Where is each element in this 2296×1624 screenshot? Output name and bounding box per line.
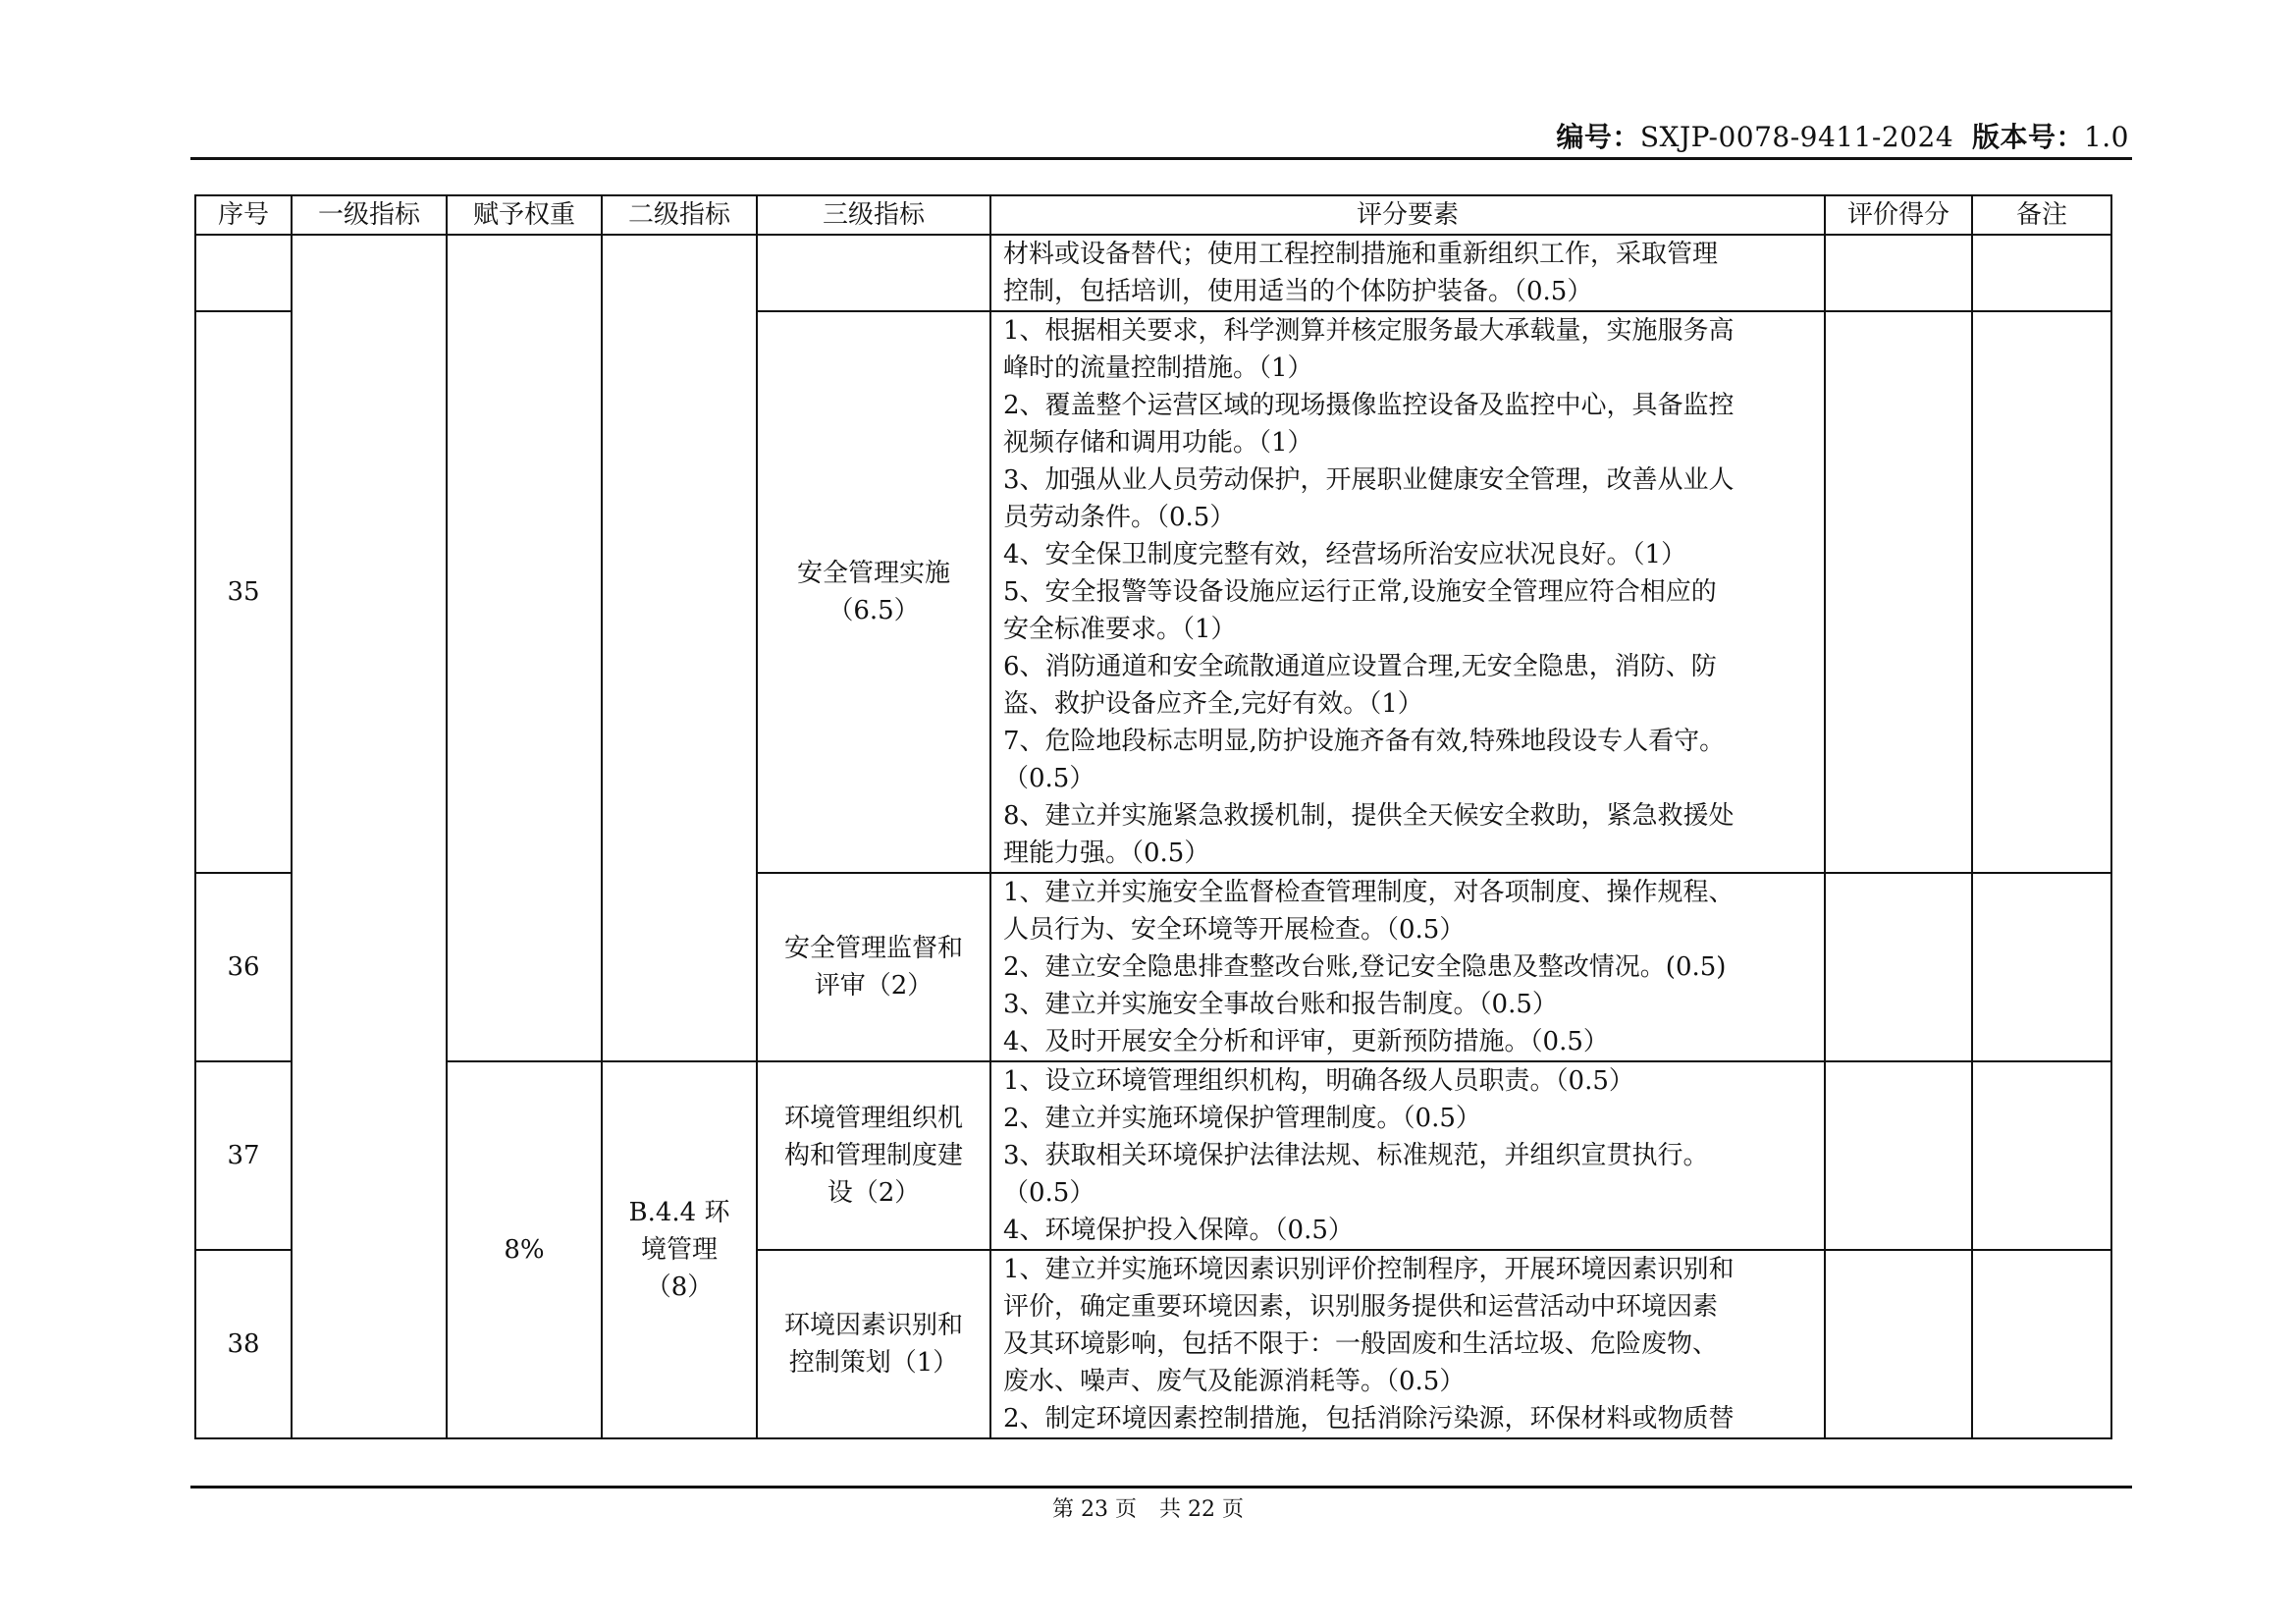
column-header: 备注 xyxy=(1972,195,2111,235)
table-row xyxy=(195,1061,2111,1250)
row-number: 35 xyxy=(195,311,292,873)
footer-divider xyxy=(190,1486,2132,1489)
requirement-line: 4、及时开展安全分析和评审，更新预防措施。（0.5） xyxy=(1003,1027,1609,1056)
row-number: 37 xyxy=(195,1061,292,1250)
requirement-line: 人员行为、安全环境等开展检查。（0.5） xyxy=(1003,915,1466,945)
document-code xyxy=(1556,116,2129,155)
requirements-cell xyxy=(990,1061,1825,1250)
requirement-line: 6、消防通道和安全疏散通道应设置合理,无安全隐患，消防、防 xyxy=(1003,652,1717,681)
requirement-line: 2、建立并实施环境保护管理制度。（0.5） xyxy=(1003,1104,1481,1133)
level3-line: 评审（2） xyxy=(814,971,934,1001)
column-header: 一级指标 xyxy=(292,195,447,235)
requirements-cell xyxy=(990,873,1825,1061)
column-header: 评价得分 xyxy=(1825,195,1972,235)
row-number: 36 xyxy=(195,873,292,1061)
score-cell xyxy=(1825,311,1972,873)
version-value: 1.0 xyxy=(2083,121,2129,153)
requirement-line: 员劳动条件。（0.5） xyxy=(1003,503,1236,532)
requirement-line: 评价，确定重要环境因素，识别服务提供和运营活动中环境因素 xyxy=(1003,1292,1719,1322)
page-current: 第 23 页 xyxy=(1052,1497,1137,1522)
requirement-line: 1、设立环境管理组织机构，明确各级人员职责。（0.5） xyxy=(1003,1066,1634,1096)
version-label: 版本号： xyxy=(1971,121,2084,153)
requirement-line: 理能力强。（0.5） xyxy=(1003,839,1210,868)
level3-cell xyxy=(757,1250,990,1438)
column-header: 序号 xyxy=(195,195,292,235)
requirement-line: 7、危险地段标志明显,防护设施齐备有效,特殊地段设专人看守。 xyxy=(1003,727,1726,756)
requirement-line: 安全标准要求。（1） xyxy=(1003,615,1237,644)
requirement-line: 8、建立并实施紧急救援机制，提供全天候安全救助，紧急救援处 xyxy=(1003,801,1735,831)
requirements-cell xyxy=(990,1250,1825,1438)
weight-cell xyxy=(447,235,602,1061)
remark-cell xyxy=(1972,1061,2111,1250)
requirement-line: 废水、噪声、废气及能源消耗等。（0.5） xyxy=(1003,1367,1466,1396)
header-divider xyxy=(190,157,2132,160)
requirement-line: 1、建立并实施安全监督检查管理制度，对各项制度、操作规程、 xyxy=(1003,878,1735,907)
column-header: 三级指标 xyxy=(757,195,990,235)
level2-cell xyxy=(602,1061,757,1438)
level3-cell xyxy=(757,1061,990,1250)
level1-cell xyxy=(292,235,447,1438)
requirement-line: 1、建立并实施环境因素识别评价控制程序，开展环境因素识别和 xyxy=(1003,1255,1735,1284)
table-header-row xyxy=(195,195,2111,235)
level3-line: （6.5） xyxy=(828,596,920,625)
remark-cell xyxy=(1972,1250,2111,1438)
weight-cell: 8% xyxy=(447,1061,602,1438)
requirement-line: 3、建立并实施安全事故台账和报告制度。（0.5） xyxy=(1003,990,1558,1019)
requirement-line: 视频存储和调用功能。（1） xyxy=(1003,428,1313,458)
requirement-line: 4、安全保卫制度完整有效，经营场所治安应状况良好。（1） xyxy=(1003,540,1687,569)
table-row xyxy=(195,235,2111,311)
page-number xyxy=(0,1492,2296,1523)
level2-cell xyxy=(602,235,757,1061)
requirement-line: 2、制定环境因素控制措施，包括消除污染源，环保材料或物质替 xyxy=(1003,1404,1735,1434)
requirement-line: 盗、救护设备应齐全,完好有效。（1） xyxy=(1003,689,1423,719)
requirement-line: 2、覆盖整个运营区域的现场摄像监控设备及监控中心，具备监控 xyxy=(1003,391,1735,420)
level3-line: 控制策划（1） xyxy=(788,1348,959,1378)
requirement-line: 材料或设备替代；使用工程控制措施和重新组织工作，采取管理 xyxy=(1003,240,1719,269)
level3-line: 安全管理监督和 xyxy=(783,934,963,963)
requirement-line: （0.5） xyxy=(1003,764,1095,793)
requirement-line: 5、安全报警等设备设施应运行正常,设施安全管理应符合相应的 xyxy=(1003,577,1717,607)
row-number-cell xyxy=(195,235,292,311)
requirement-line: 峰时的流量控制措施。（1） xyxy=(1003,353,1313,383)
score-cell xyxy=(1825,1061,1972,1250)
requirement-line: 控制，包括培训，使用适当的个体防护装备。（0.5） xyxy=(1003,277,1593,306)
remark-cell xyxy=(1972,311,2111,873)
requirement-line: 2、建立安全隐患排查整改台账,登记安全隐患及整改情况。(0.5) xyxy=(1003,952,1727,982)
score-cell xyxy=(1825,1250,1972,1438)
column-header: 赋予权重 xyxy=(447,195,602,235)
requirement-line: 及其环境影响，包括不限于：一般固废和生活垃圾、危险废物、 xyxy=(1003,1329,1719,1359)
remark-cell xyxy=(1972,235,2111,311)
requirement-line: 1、根据相关要求，科学测算并核定服务最大承载量，实施服务高 xyxy=(1003,316,1735,346)
level2-line: B.4.4 环 xyxy=(628,1198,730,1227)
level3-line: 设（2） xyxy=(827,1178,921,1208)
evaluation-table xyxy=(194,194,2112,1439)
column-header: 二级指标 xyxy=(602,195,757,235)
level3-line: 环境因素识别和 xyxy=(783,1311,963,1340)
score-cell xyxy=(1825,873,1972,1061)
level3-line: 安全管理实施 xyxy=(796,559,950,588)
requirements-cell xyxy=(990,311,1825,873)
level2-line: 境管理 xyxy=(640,1235,718,1265)
requirement-line: 4、环境保护投入保障。（0.5） xyxy=(1003,1216,1354,1245)
row-number: 38 xyxy=(195,1250,292,1438)
code-value: SXJP-0078-9411-2024 xyxy=(1639,121,1954,153)
page-total: 共 22 页 xyxy=(1159,1497,1244,1522)
score-cell xyxy=(1825,235,1972,311)
requirement-line: （0.5） xyxy=(1003,1178,1095,1208)
level3-cell xyxy=(757,873,990,1061)
level3-cell xyxy=(757,235,990,311)
level2-line: （8） xyxy=(645,1272,714,1302)
code-label: 编号： xyxy=(1556,121,1640,153)
requirements-cell xyxy=(990,235,1825,311)
level3-cell xyxy=(757,311,990,873)
remark-cell xyxy=(1972,873,2111,1061)
level3-line: 构和管理制度建 xyxy=(783,1141,963,1170)
column-header: 评分要素 xyxy=(990,195,1825,235)
requirement-line: 3、获取相关环境保护法律法规、标准规范，并组织宣贯执行。 xyxy=(1003,1141,1709,1170)
level3-line: 环境管理组织机 xyxy=(783,1104,963,1133)
requirement-line: 3、加强从业人员劳动保护，开展职业健康安全管理，改善从业人 xyxy=(1003,465,1735,495)
